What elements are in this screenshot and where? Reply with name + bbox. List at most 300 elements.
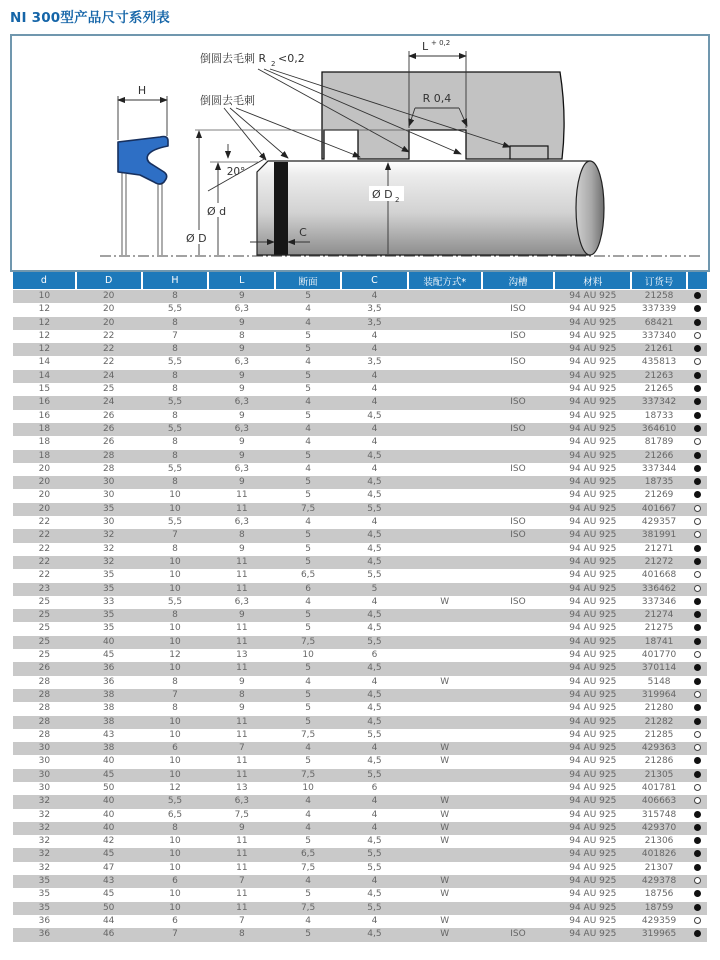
table-cell: 9 <box>238 410 245 421</box>
table-cell: 47 <box>102 862 115 873</box>
open-dot-icon <box>694 571 701 578</box>
table-cell: 94 AU 925 <box>569 743 617 754</box>
table-body <box>13 290 707 942</box>
table-cell: 11 <box>236 490 248 501</box>
table-cell: 8 <box>172 291 178 301</box>
table-cell: 5 <box>305 663 311 674</box>
table-row <box>13 489 707 502</box>
availability-cell <box>687 436 707 449</box>
table-cell: 44 <box>102 915 115 926</box>
table-cell: W <box>440 889 450 900</box>
table-cell: 4 <box>371 397 378 408</box>
dia-D2-sub: 2 <box>395 196 400 204</box>
table-cell: 8 <box>172 437 178 448</box>
table-cell <box>482 742 555 755</box>
table-cell: 21305 <box>644 769 674 780</box>
table-cell: 8 <box>172 410 178 421</box>
table-cell: 50 <box>102 902 115 913</box>
table-cell <box>482 862 555 875</box>
table-cell: 5,5 <box>367 769 382 780</box>
table-cell: 22 <box>102 357 115 368</box>
table-cell: 4,5 <box>367 530 382 541</box>
table-row <box>13 583 707 596</box>
table-cell: W <box>440 756 450 767</box>
table-cell: 4 <box>371 463 378 474</box>
table-cell: 7,5 <box>234 809 249 820</box>
dimension-c-label: C <box>299 226 307 239</box>
table-cell <box>482 317 555 330</box>
table-row <box>13 556 707 569</box>
table-cell: 94 AU 925 <box>569 623 617 634</box>
table-cell: 337344 <box>641 463 677 474</box>
column-header: 材料 <box>554 272 631 290</box>
table-cell: 28 <box>38 703 51 714</box>
table-cell: 32 <box>38 822 51 833</box>
table-cell <box>482 569 555 582</box>
table-cell: 7 <box>172 929 178 940</box>
table-cell: 18 <box>38 423 51 434</box>
table-cell <box>482 848 555 861</box>
table-cell: 4,5 <box>367 889 382 900</box>
table-cell: 10 <box>169 849 181 860</box>
table-cell: 94 AU 925 <box>569 822 617 833</box>
table-cell <box>408 609 482 622</box>
table-cell: 30 <box>38 769 51 780</box>
availability-cell <box>687 543 707 556</box>
open-dot-icon <box>694 691 701 698</box>
table-row <box>13 689 707 702</box>
table-cell: 24 <box>102 370 115 381</box>
table-cell: 94 AU 925 <box>569 610 617 621</box>
table-cell: 43 <box>102 729 115 740</box>
table-cell <box>482 503 555 516</box>
table-cell <box>408 622 482 635</box>
table-cell: 22 <box>102 330 115 341</box>
table-cell: 4 <box>371 676 378 687</box>
table-cell: 28 <box>102 450 115 461</box>
table-cell: 9 <box>238 384 245 395</box>
table-cell <box>482 716 555 729</box>
table-cell: 4 <box>371 384 378 395</box>
table-cell: 11 <box>236 583 248 594</box>
table-cell: 429363 <box>641 743 677 754</box>
filled-dot-icon <box>694 850 701 857</box>
table-cell: 4 <box>371 423 378 434</box>
table-cell: 16 <box>38 410 51 421</box>
table-row <box>13 809 707 822</box>
table-cell: 21266 <box>644 450 674 461</box>
table-cell <box>408 689 482 702</box>
table-cell <box>408 716 482 729</box>
table-cell: 9 <box>238 317 245 328</box>
table-cell: 7 <box>172 330 178 341</box>
table-cell: 32 <box>38 809 51 820</box>
table-cell: 4,5 <box>367 556 382 567</box>
table-row <box>13 383 707 396</box>
table-cell <box>482 795 555 808</box>
table-cell: 4 <box>305 876 311 887</box>
table-cell: 4,5 <box>367 610 382 621</box>
table-cell: 7 <box>172 530 178 541</box>
table-row <box>13 423 707 436</box>
table-cell <box>408 450 482 463</box>
table-cell <box>408 636 482 649</box>
table-cell: 50 <box>102 782 115 793</box>
table-cell: 18756 <box>644 889 674 900</box>
table-row <box>13 649 707 662</box>
table-cell <box>408 662 482 675</box>
table-cell: 20 <box>38 490 51 501</box>
dimension-h-lines <box>118 96 167 140</box>
open-dot-icon <box>694 917 701 924</box>
table-cell <box>408 649 482 662</box>
table-cell: 5,5 <box>167 517 183 528</box>
availability-cell <box>687 503 707 516</box>
table-cell: 4 <box>371 809 378 820</box>
table-cell: 9 <box>238 610 245 621</box>
table-cell: ISO <box>510 530 526 541</box>
table-cell: 9 <box>238 477 245 488</box>
table-row <box>13 862 707 875</box>
filled-dot-icon <box>694 678 701 685</box>
filled-dot-icon <box>694 904 701 911</box>
table-cell: 12 <box>38 330 51 341</box>
table-cell: 6 <box>172 876 178 887</box>
table-cell: 5,5 <box>367 902 382 913</box>
table-cell: 4 <box>305 437 311 448</box>
table-cell: 18 <box>38 450 51 461</box>
availability-cell <box>687 463 707 476</box>
table-cell: 4 <box>305 809 311 820</box>
table-cell: 94 AU 925 <box>569 556 617 567</box>
table-cell: 25 <box>38 610 51 621</box>
table-cell: 12 <box>38 304 51 315</box>
table-cell: 4 <box>371 330 378 341</box>
open-dot-icon <box>694 651 701 658</box>
table-cell: 4 <box>371 291 378 301</box>
filled-dot-icon <box>694 345 701 352</box>
table-cell: 6,5 <box>300 570 316 581</box>
dimension-l-label: L <box>422 40 429 53</box>
table-cell: 5 <box>305 756 311 767</box>
table-cell <box>408 370 482 383</box>
table-cell: 40 <box>102 756 115 767</box>
table-row <box>13 769 707 782</box>
table-cell: 4,5 <box>367 410 382 421</box>
dimension-h-label: H <box>137 84 147 97</box>
table-cell <box>482 556 555 569</box>
table-cell <box>482 902 555 915</box>
table-cell: 7,5 <box>300 769 316 780</box>
table-cell: 5 <box>305 543 311 554</box>
table-cell: 337342 <box>641 397 677 408</box>
table-cell: ISO <box>510 929 526 940</box>
table-cell: 5,5 <box>367 729 382 740</box>
table-row <box>13 928 707 941</box>
table-cell: 4,5 <box>367 929 382 940</box>
availability-cell <box>687 529 707 542</box>
table-cell: 94 AU 925 <box>569 397 617 408</box>
table-cell: 11 <box>236 636 248 647</box>
availability-cell <box>687 902 707 915</box>
table-cell: 94 AU 925 <box>569 889 617 900</box>
table-cell: 7 <box>238 743 245 754</box>
table-cell: 21307 <box>644 862 674 873</box>
table-cell <box>482 436 555 449</box>
filled-dot-icon <box>694 757 701 764</box>
table-cell: 10 <box>169 503 181 514</box>
table-cell: 94 AU 925 <box>569 703 617 714</box>
table-cell: 32 <box>102 543 115 554</box>
table-cell: 28 <box>38 689 51 700</box>
dia-D-label: Ø D <box>186 232 207 245</box>
availability-cell <box>687 356 707 369</box>
dia-D2-label: Ø D <box>372 188 393 201</box>
table-cell: 30 <box>38 756 51 767</box>
table-cell: 21265 <box>644 384 674 395</box>
table-cell: 94 AU 925 <box>569 636 617 647</box>
table-cell: 21269 <box>644 490 674 501</box>
availability-cell <box>687 689 707 702</box>
table-cell <box>482 729 555 742</box>
table-cell: 5 <box>305 889 311 900</box>
open-dot-icon <box>694 518 701 525</box>
table-row <box>13 317 707 330</box>
table-cell: 42 <box>102 836 115 847</box>
table-cell: 20 <box>102 304 115 315</box>
open-dot-icon <box>694 797 701 804</box>
table-cell: 11 <box>236 729 248 740</box>
table-row <box>13 529 707 542</box>
filled-dot-icon <box>694 718 701 725</box>
table-cell: 36 <box>38 915 51 926</box>
availability-cell <box>687 516 707 529</box>
open-dot-icon <box>694 731 701 738</box>
table-cell: 10 <box>169 862 181 873</box>
filled-dot-icon <box>694 864 701 871</box>
table-cell: 11 <box>236 862 248 873</box>
dia-d-label: Ø d <box>207 205 227 218</box>
table-cell: 32 <box>102 556 115 567</box>
table-cell: 5,5 <box>167 423 183 434</box>
table-cell: 9 <box>238 822 245 833</box>
table-cell: 94 AU 925 <box>569 596 617 607</box>
table-cell: 26 <box>102 437 115 448</box>
availability-cell <box>687 649 707 662</box>
open-dot-icon <box>694 531 701 538</box>
table-cell: 43 <box>102 876 115 887</box>
table-cell <box>482 609 555 622</box>
table-cell: 4,5 <box>367 623 382 634</box>
filled-dot-icon <box>694 558 701 565</box>
availability-cell <box>687 622 707 635</box>
column-header: L <box>208 272 275 290</box>
table-cell: 21272 <box>644 556 674 567</box>
table-cell: 3,5 <box>367 317 382 328</box>
table-cell <box>408 330 482 343</box>
table-cell: 5,5 <box>367 570 382 581</box>
table-cell: 11 <box>236 756 248 767</box>
table-cell: 94 AU 925 <box>569 477 617 488</box>
table-cell: 5 <box>305 291 311 301</box>
table-cell: 18 <box>38 437 51 448</box>
table-cell: 4 <box>371 822 378 833</box>
table-cell: ISO <box>510 304 526 315</box>
availability-cell <box>687 742 707 755</box>
table-cell: 10 <box>169 663 181 674</box>
table-cell: 94 AU 925 <box>569 809 617 820</box>
availability-cell <box>687 662 707 675</box>
table-cell: 12 <box>169 650 181 661</box>
table-cell: 11 <box>236 570 248 581</box>
table-cell: 8 <box>238 689 245 700</box>
seal-band-shape <box>274 162 288 255</box>
availability-cell <box>687 583 707 596</box>
table-cell: 6,3 <box>234 397 249 408</box>
table-cell: 22 <box>38 543 51 554</box>
table-cell: 6 <box>305 583 311 594</box>
table-cell: 4 <box>371 796 378 807</box>
table-cell: ISO <box>510 357 526 368</box>
table-cell: 24 <box>102 397 115 408</box>
table-cell: 94 AU 925 <box>569 756 617 767</box>
filled-dot-icon <box>694 452 701 459</box>
dimension-l-tolerance: + 0,2 <box>431 39 451 47</box>
table-cell <box>408 769 482 782</box>
availability-cell <box>687 822 707 835</box>
column-header: D <box>76 272 142 290</box>
table-cell: 45 <box>102 889 115 900</box>
table-cell: 26 <box>102 423 115 434</box>
table-cell: 94 AU 925 <box>569 663 617 674</box>
table-cell: 429370 <box>641 822 677 833</box>
table-cell: 8 <box>172 477 178 488</box>
table-cell: W <box>440 915 450 926</box>
table-cell: 10 <box>169 490 181 501</box>
table-cell: 11 <box>236 503 248 514</box>
availability-cell <box>687 676 707 689</box>
table-cell: 8 <box>172 344 178 355</box>
table-cell: 9 <box>238 291 245 301</box>
table-cell: 10 <box>302 782 314 793</box>
table-cell <box>408 583 482 596</box>
table-cell: 35 <box>102 610 115 621</box>
table-cell: 12 <box>169 782 181 793</box>
seal-extension-lines <box>122 173 162 255</box>
table-cell <box>482 489 555 502</box>
availability-cell <box>687 423 707 436</box>
table-cell <box>408 569 482 582</box>
table-cell: 38 <box>102 716 115 727</box>
table-header-row <box>13 272 707 290</box>
table-cell: 21263 <box>644 370 674 381</box>
availability-cell <box>687 303 707 316</box>
table-cell: 435813 <box>641 357 677 368</box>
table-cell: 94 AU 925 <box>569 929 617 940</box>
table-cell: 10 <box>169 716 181 727</box>
filled-dot-icon <box>694 319 701 326</box>
table-cell: 5 <box>371 583 378 594</box>
availability-cell <box>687 383 707 396</box>
table-cell: 22 <box>38 517 51 528</box>
table-cell: 33 <box>102 596 115 607</box>
table-cell: 8 <box>172 370 178 381</box>
table-cell: 28 <box>102 463 115 474</box>
table-cell: 10 <box>169 756 181 767</box>
table-cell <box>482 476 555 489</box>
seal-installation-drawing <box>12 36 708 270</box>
table-cell: 4 <box>305 822 311 833</box>
table-cell <box>482 809 555 822</box>
table-cell: 5,5 <box>167 463 183 474</box>
table-cell: 94 AU 925 <box>569 902 617 913</box>
table-cell <box>408 290 482 304</box>
table-cell: 81789 <box>644 437 674 448</box>
table-cell: 32 <box>38 796 51 807</box>
table-cell <box>408 862 482 875</box>
table-cell: 30 <box>38 743 51 754</box>
table-row <box>13 742 707 755</box>
table-cell: 10 <box>169 570 181 581</box>
table-cell: 94 AU 925 <box>569 650 617 661</box>
table-row <box>13 875 707 888</box>
table-cell: 4 <box>371 596 378 607</box>
column-header: 装配方式* <box>408 272 482 290</box>
table-row <box>13 795 707 808</box>
table-cell: 94 AU 925 <box>569 543 617 554</box>
table-cell: W <box>440 676 450 687</box>
table-cell: 9 <box>238 543 245 554</box>
table-cell: 94 AU 925 <box>569 782 617 793</box>
rod-shape <box>257 161 590 255</box>
filled-dot-icon <box>694 545 701 552</box>
table-cell <box>408 848 482 861</box>
table-cell: 36 <box>102 676 115 687</box>
table-cell: 21282 <box>644 716 674 727</box>
table-cell: 8 <box>238 929 245 940</box>
table-cell: 40 <box>102 636 115 647</box>
availability-cell <box>687 609 707 622</box>
column-header: C <box>341 272 408 290</box>
table-cell: 35 <box>102 570 115 581</box>
table-cell: 21275 <box>644 623 674 634</box>
table-cell: 21261 <box>644 344 674 355</box>
table-cell: 94 AU 925 <box>569 450 617 461</box>
deburr-label: 倒圆去毛刺 <box>200 94 255 107</box>
table-cell: 6 <box>371 782 378 793</box>
table-row <box>13 330 707 343</box>
filled-dot-icon <box>694 292 701 299</box>
column-header: 沟槽 <box>482 272 555 290</box>
table-cell <box>482 782 555 795</box>
table-cell: 38 <box>102 743 115 754</box>
table-cell: 4 <box>305 596 311 607</box>
table-cell: 94 AU 925 <box>569 716 617 727</box>
table-cell: 4 <box>371 344 378 355</box>
table-cell: 9 <box>238 450 245 461</box>
table-cell <box>408 543 482 556</box>
table-cell: 25 <box>38 623 51 634</box>
table-row <box>13 902 707 915</box>
table-cell: 5,5 <box>167 397 183 408</box>
table-cell: 4 <box>305 317 311 328</box>
technical-diagram <box>10 34 710 272</box>
table-cell: 16 <box>38 397 51 408</box>
table-cell: 364610 <box>641 423 677 434</box>
table-cell <box>482 702 555 715</box>
table-row <box>13 716 707 729</box>
table-cell: 6,5 <box>300 849 316 860</box>
